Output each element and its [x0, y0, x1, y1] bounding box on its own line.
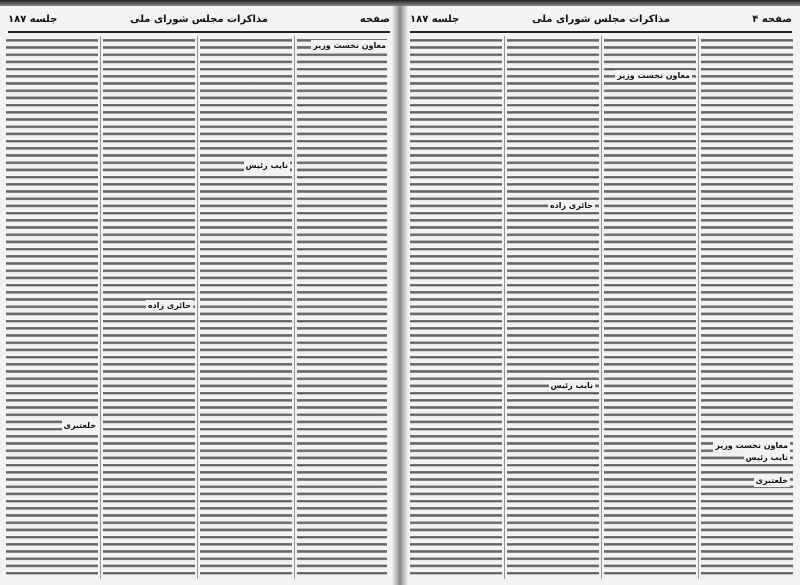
section-heading: خلعتبری: [755, 476, 788, 485]
section-heading: نایب رئیس: [745, 453, 788, 462]
column-divider: [504, 36, 505, 579]
column-divider: [601, 36, 602, 579]
left-page: [0, 0, 398, 585]
section-heading: حائری زاده: [147, 301, 191, 310]
column-divider: [698, 36, 699, 579]
page-number: صفحه: [359, 14, 390, 25]
page-title: مذاکرات مجلس شورای ملی: [532, 14, 670, 25]
left-page-header: [8, 14, 390, 30]
section-heading: نایب رئیس: [245, 161, 288, 170]
section-heading: نایب رئیس: [550, 381, 593, 390]
text-column: [604, 36, 696, 579]
section-heading: معاون نخست وزیر: [313, 41, 386, 50]
scan-edge: [0, 0, 800, 6]
text-column: [297, 36, 387, 579]
right-page: [402, 0, 800, 585]
page-title: مذاکرات مجلس شورای ملی: [130, 14, 268, 25]
right-page-header: [410, 14, 792, 30]
column-divider: [100, 36, 101, 579]
book-gutter: [392, 0, 408, 585]
text-column: [200, 36, 292, 579]
text-column: [507, 36, 599, 579]
session-number: جلسه ۱۸۷: [410, 14, 460, 25]
text-column: [701, 36, 793, 579]
page-number: صفحه ۴: [752, 14, 792, 25]
column-divider: [294, 36, 295, 579]
text-column: [6, 36, 98, 579]
header-rule: [8, 31, 390, 33]
section-heading: خلعتبری: [63, 421, 96, 430]
column-divider: [197, 36, 198, 579]
section-heading: معاون نخست وزیر: [715, 441, 788, 450]
text-column: [410, 36, 502, 579]
section-heading: حائری زاده: [549, 201, 593, 210]
section-heading: معاون نخست وزیر: [617, 71, 690, 80]
header-rule: [410, 31, 792, 33]
session-number: جلسه ۱۸۷: [8, 14, 58, 25]
